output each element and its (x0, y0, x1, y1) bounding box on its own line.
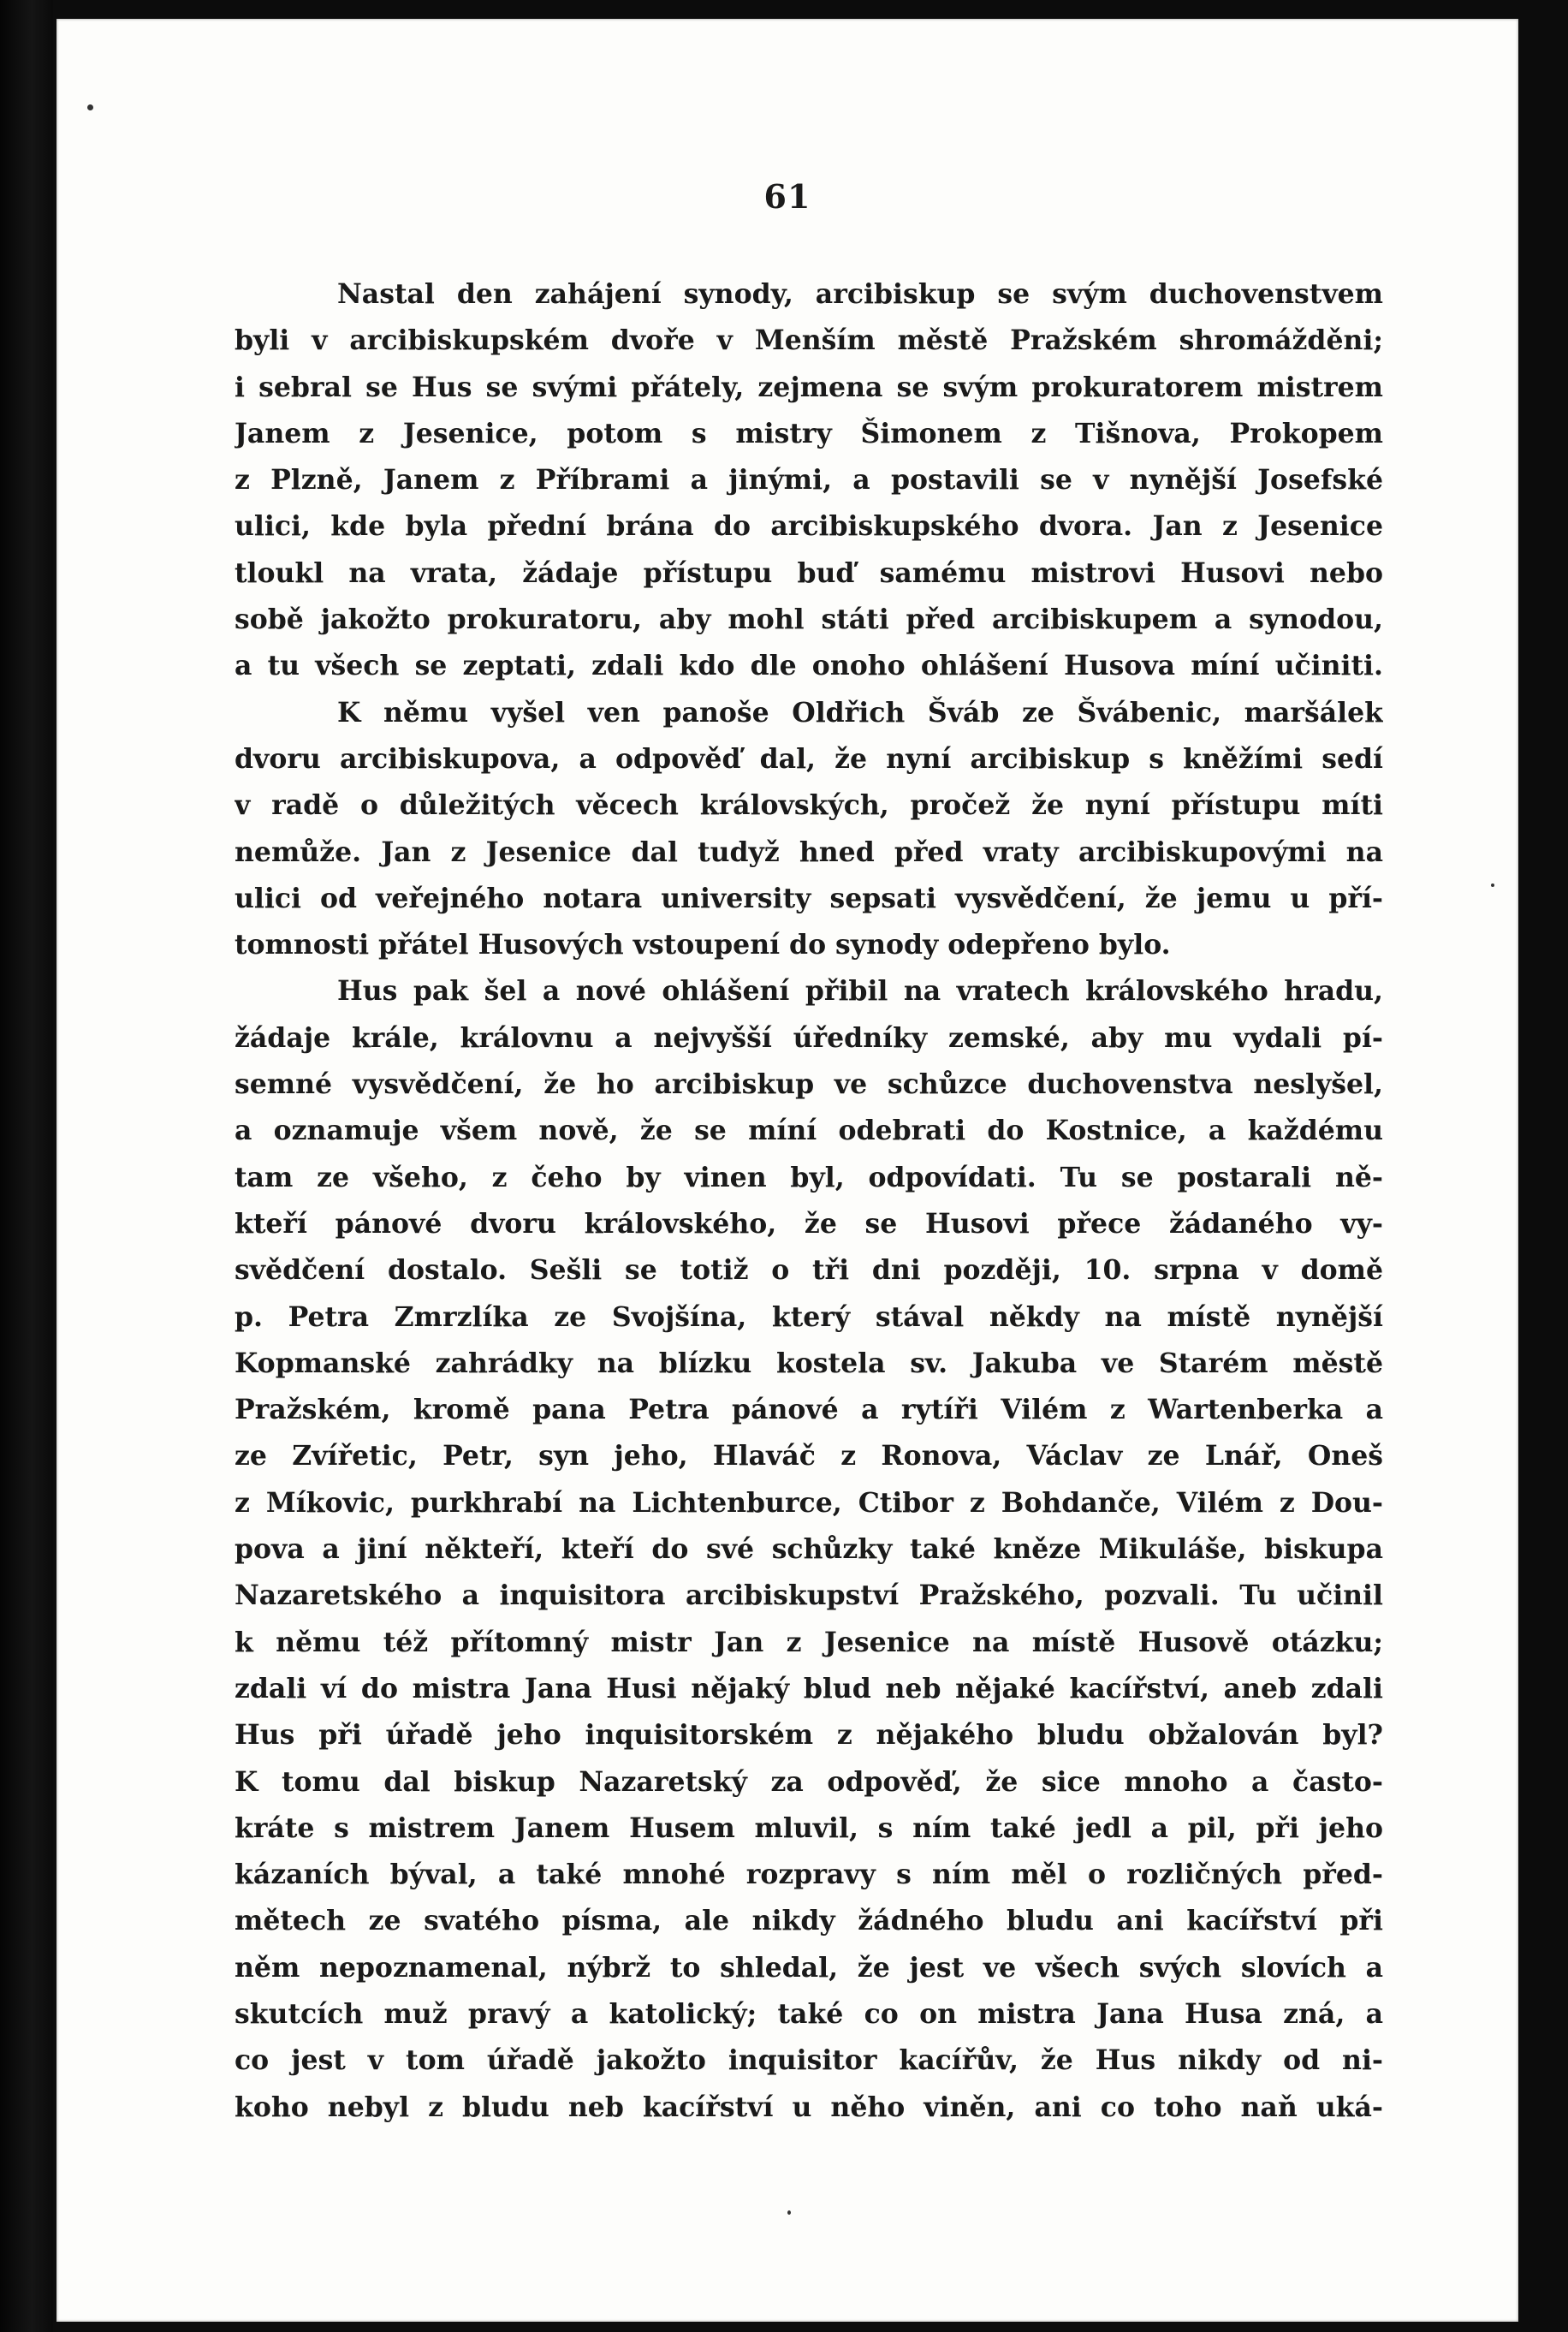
text-line: k němu též přítomný mistr Jan z Jesenice na místě Husově otázku; (235, 1626, 1383, 1658)
paragraph-2 (235, 690, 1383, 969)
text-line: Nastal den zahájení synody, arcibiskup se svým duchovenstvem (337, 278, 1383, 310)
text-line: něm nepoznamenal, nýbrž to shledal, že jest ve všech svých slovích a (235, 1951, 1383, 1984)
text-line: kteří pánové dvoru královského, že se Husovi přece žádaného vy- (235, 1207, 1383, 1240)
text-line: tloukl na vrata, žádaje přístupu buď samému mistrovi Husovi nebo (235, 556, 1383, 589)
text-line: Pražském, kromě pana Petra pánové a rytíři Vilém z Wartenberka a (235, 1394, 1383, 1426)
text-line: Hus pak šel a nové ohlášení přibil na vratech královského hradu, (337, 975, 1383, 1008)
text-line: Hus při úřadě jeho inquisitorském z nějakého bludu obžalován byl? (235, 1719, 1383, 1752)
text-line: p. Petra Zmrzlíka ze Svojšína, který stával někdy na místě nynější (235, 1300, 1383, 1333)
text-line: Janem z Jesenice, potom s mistry Šimonem z Tišnova, Prokopem (235, 417, 1383, 449)
text-line: byli v arcibiskupském dvoře v Menším městě Pražském shromážděni; (235, 324, 1383, 357)
text-line: skutcích muž pravý a katolický; také co on mistra Jana Husa zná, a (235, 1997, 1383, 2030)
text-line: Nazaretského a inquisitora arcibiskupství Pražského, pozvali. Tu učinil (235, 1579, 1383, 1612)
text-line: z Plzně, Janem z Příbrami a jinými, a postavili se v nynější Josefské (235, 464, 1383, 497)
scan-speck (787, 2210, 791, 2215)
body-text (235, 271, 1383, 2131)
text-line: Kopmanské zahrádky na blízku kostela sv. Jakuba ve Starém městě (235, 1347, 1383, 1379)
text-line: pova a jiní někteří, kteří do své schůzky také kněze Mikuláše, biskupa (235, 1533, 1383, 1566)
text-line: K němu vyšel ven panoše Oldřich Šváb ze Švábenic, maršálek (337, 696, 1383, 729)
text-line: dvoru arcibiskupova, a odpověď dal, že nyní arcibiskup s kněžími sedí (235, 742, 1383, 775)
text-line: v radě o důležitých věcech královských, pročež že nyní přístupu míti (235, 789, 1383, 822)
scan-speck (87, 104, 93, 110)
paragraph-3 (235, 968, 1383, 2130)
text-line: zdali ví do mistra Jana Husi nějaký blud neb nějaké kacířství, aneb zdali (235, 1672, 1383, 1704)
text-line: svědčení dostalo. Sešli se totiž o tři dni později, 10. srpna v domě (235, 1254, 1383, 1287)
book-page (56, 19, 1518, 2322)
text-line: ze Zvířetic, Petr, syn jeho, Hlaváč z Ronova, Václav ze Lnář, Oneš (235, 1440, 1383, 1472)
text-line: a oznamuje všem nově, že se míní odebrati do Kostnice, a každému (235, 1115, 1383, 1147)
scan-border (0, 0, 53, 2332)
text-line: nemůže. Jan z Jesenice dal tudyž hned před vraty arcibiskupovými na (235, 836, 1383, 868)
paragraph-1 (235, 271, 1383, 690)
text-line: mětech ze svatého písma, ale nikdy žádného bludu ani kacířství při (235, 1905, 1383, 1937)
text-line: kázaních býval, a také mnohé rozpravy s ním měl o rozličných před- (235, 1859, 1383, 1891)
text-line: K tomu dal biskup Nazaretský za odpověď, že sice mnoho a často- (235, 1765, 1383, 1798)
text-line: tam ze všeho, z čeho by vinen byl, odpovídati. Tu se postarali ně- (235, 1161, 1383, 1193)
text-line: co jest v tom úřadě jakožto inquisitor kacířův, že Hus nikdy od ni- (235, 2044, 1383, 2077)
text-line: ulici od veřejného notara university sepsati vysvědčení, že jemu u pří- (235, 882, 1383, 914)
text-line: a tu všech se zeptati, zdali kdo dle onoho ohlášení Husova míní učiniti. (235, 650, 1383, 682)
text-line: ulici, kde byla přední brána do arcibiskupského dvora. Jan z Jesenice (235, 510, 1383, 543)
text-line: koho nebyl z bludu neb kacířství u něho viněn, ani co toho naň uká- (235, 2091, 1383, 2123)
text-line: semné vysvědčení, že ho arcibiskup ve schůzce duchovenstva neslyšel, (235, 1068, 1383, 1101)
text-line: kráte s mistrem Janem Husem mluvil, s ním také jedl a pil, při jeho (235, 1811, 1383, 1844)
text-line: sobě jakožto prokuratoru, aby mohl státi před arcibiskupem a synodou, (235, 604, 1383, 636)
text-line: tomnosti přátel Husových vstoupení do synody odepřeno bylo. (235, 929, 1171, 961)
text-line: i sebral se Hus se svými přátely, zejmena se svým prokuratorem mistrem (235, 371, 1383, 403)
text-line: žádaje krále, královnu a nejvyšší úředníky zemské, aby mu vydali pí- (235, 1021, 1383, 1054)
scan-speck (1491, 883, 1494, 887)
text-line: z Míkovic, purkhrabí na Lichtenburce, Ctibor z Bohdanče, Vilém z Dou- (235, 1486, 1383, 1519)
page-number: 61 (763, 177, 811, 216)
